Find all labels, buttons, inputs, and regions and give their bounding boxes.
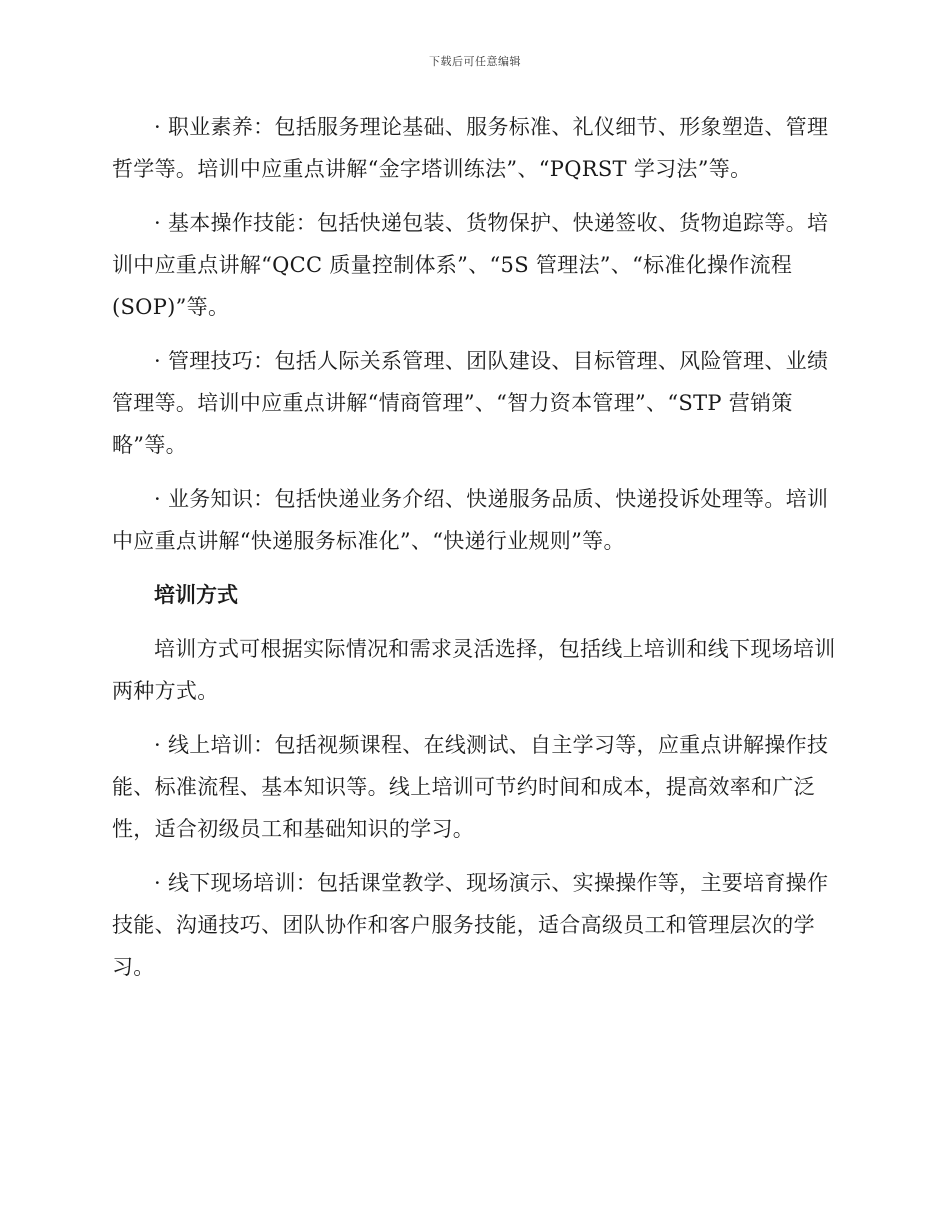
paragraph-professional-quality: · 职业素养：包括服务理论基础、服务标准、礼仪细节、形象塑造、管理哲学等。培训中应重点讲解“金字塔训练法”、“PQRST 学习法”等。 (112, 115, 829, 181)
paragraph-online-training: · 线上培训：包括视频课程、在线测试、自主学习等，应重点讲解操作技能、标准流程、基本知识等。线上培训可节约时间和成本，提高效率和广泛性，适合初级员工和基础知识的学习。 (112, 733, 829, 841)
paragraph-offline-training: · 线下现场培训：包括课堂教学、现场演示、实操操作等，主要培育操作技能、沟通技巧、团队协作和客户服务技能，适合高级员工和管理层次的学习。 (112, 871, 829, 979)
section-heading-training-methods: 培训方式 (154, 583, 238, 607)
paragraph-management-skills: · 管理技巧：包括人际关系管理、团队建设、目标管理、风险管理、业绩管理等。培训中应重点讲解“情商管理”、“智力资本管理”、“STP 营销策略”等。 (112, 349, 829, 457)
paragraph-basic-skills: · 基本操作技能：包括快递包装、货物保护、快递签收、货物追踪等。培训中应重点讲解“QCC 质量控制体系”、“5S 管理法”、“标准化操作流程(SOP)”等。 (112, 211, 829, 319)
header-note: 下载后可任意编辑 (429, 55, 521, 68)
document-body (112, 106, 838, 1000)
paragraph-business-knowledge: · 业务知识：包括快递业务介绍、快递服务品质、快递投诉处理等。培训中应重点讲解“快递服务标准化”、“快递行业规则”等。 (112, 487, 829, 553)
paragraph-training-intro: 培训方式可根据实际情况和需求灵活选择，包括线上培训和线下现场培训两种方式。 (112, 637, 836, 703)
